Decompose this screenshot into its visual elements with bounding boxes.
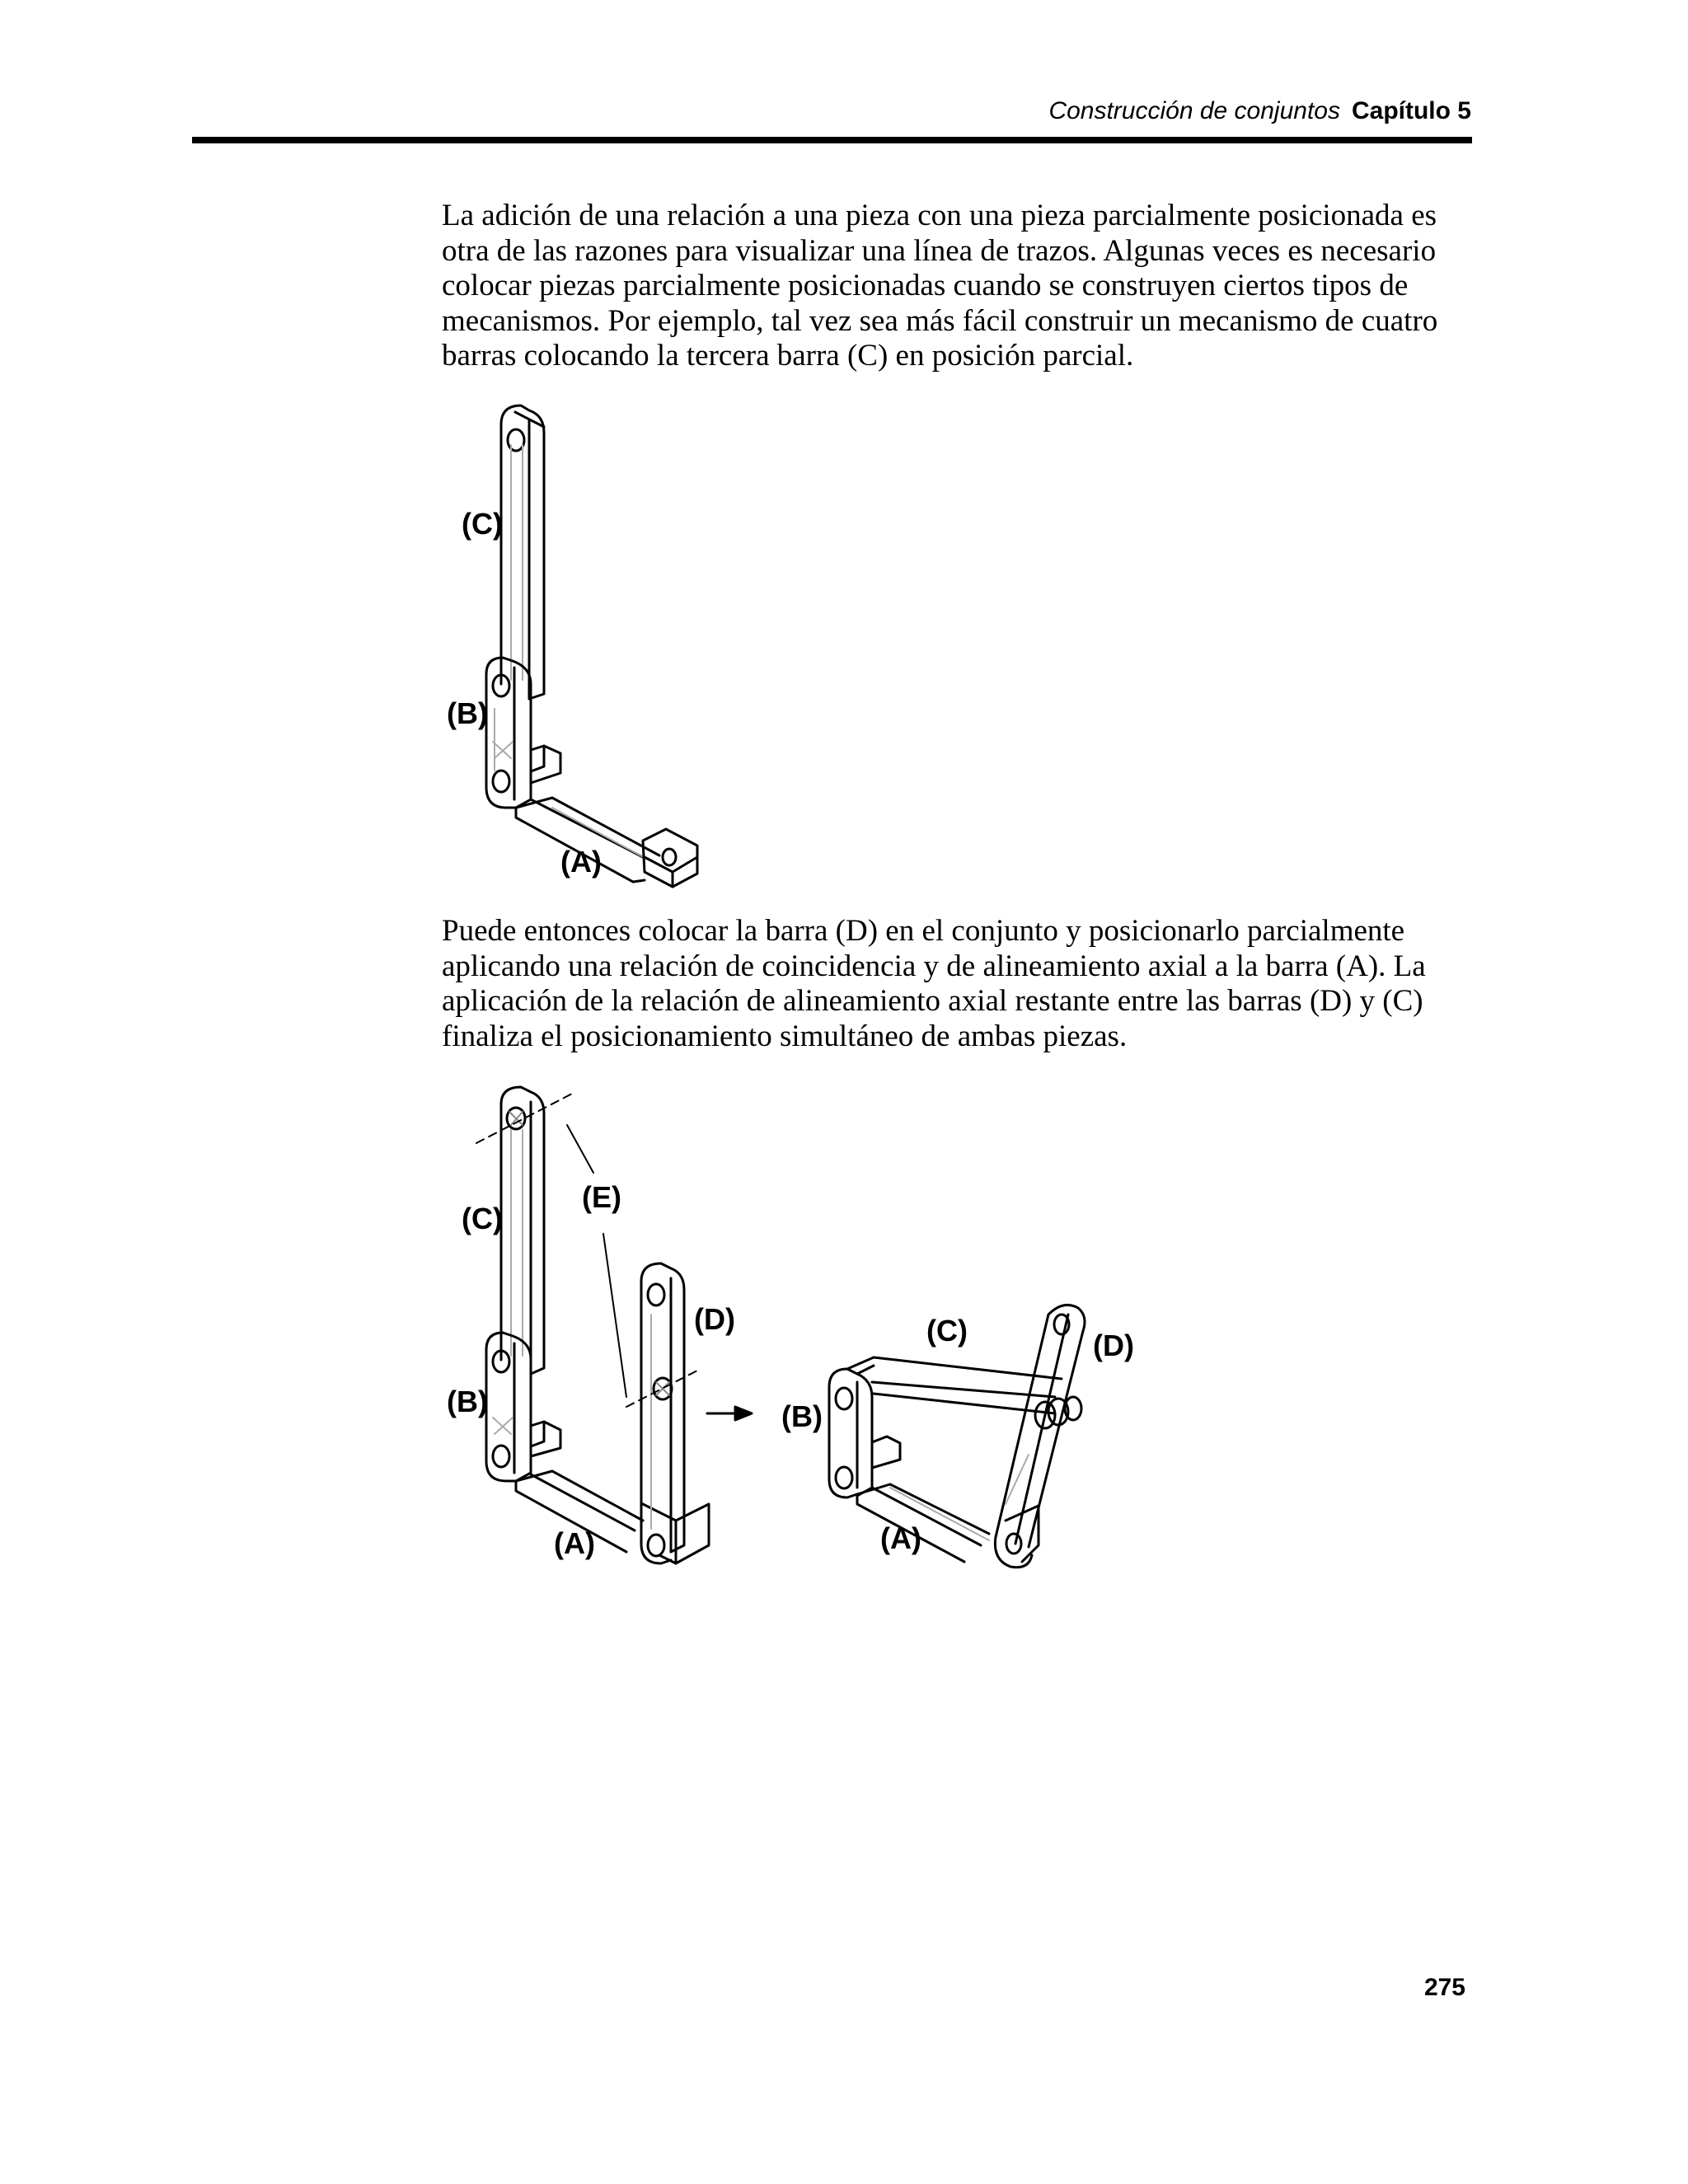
bar-c-drawing: [501, 405, 544, 699]
text-line: colocar piezas parcialmente posicionadas cuando se construyen ciertos tipos de: [442, 269, 1409, 302]
label-e: (E): [582, 1180, 621, 1214]
left-assembly-drawing: [476, 1087, 709, 1563]
text-line: Puede entonces colocar la barra (D) en el conjunto y posicionarlo parcialmente: [442, 914, 1405, 948]
label-a: (A): [554, 1526, 595, 1560]
text-line: barras colocando la tercera barra (C) en posición parcial.: [442, 339, 1134, 373]
label-b: (B): [447, 696, 488, 730]
text-line: aplicación de la relación de alineamiento axial restante entre las barras (D) y (C): [442, 984, 1423, 1018]
label-a: (A): [560, 845, 602, 879]
label-c: (C): [926, 1314, 968, 1347]
figure-four-bar-mechanism: [429, 1076, 1154, 1586]
running-header: [1048, 97, 1471, 125]
header-rule: [192, 137, 1472, 143]
text-line: aplicando una relación de coincidencia y de alineamiento axial a la barra (A). La: [442, 949, 1426, 983]
label-c: (C): [462, 507, 503, 541]
label-c: (C): [462, 1202, 503, 1235]
text-line: finaliza el posicionamiento simultáneo de ambas piezas.: [442, 1019, 1128, 1053]
section-title: Construcción de conjuntos: [1048, 97, 1340, 124]
figure-three-bar-assembly: [429, 396, 742, 898]
label-d: (D): [1093, 1329, 1134, 1362]
text-line: otra de las razones para visualizar una línea de trazos. Algunas veces es necesario: [442, 233, 1437, 268]
paragraph-partial-positioning: [442, 199, 1447, 374]
chapter-label: Capítulo 5: [1351, 97, 1471, 124]
page-number: 275: [1423, 1974, 1465, 2001]
bar-a-drawing: [516, 798, 697, 887]
bar-a-end-block-left: [531, 746, 560, 783]
label-b: (B): [781, 1399, 823, 1433]
label-d: (D): [694, 1302, 735, 1336]
text-line: La adición de una relación a una pieza con una pieza parcialmente posicionada es: [442, 199, 1437, 232]
text-line: mecanismos. Por ejemplo, tal vez sea más fácil construir un mecanismo de cuatro: [442, 303, 1438, 338]
label-a: (A): [880, 1521, 921, 1555]
label-b: (B): [447, 1385, 488, 1418]
right-arrow-icon: [707, 1407, 752, 1420]
paragraph-bar-d-positioning: [442, 914, 1447, 1054]
bar-b-drawing: [486, 658, 531, 808]
